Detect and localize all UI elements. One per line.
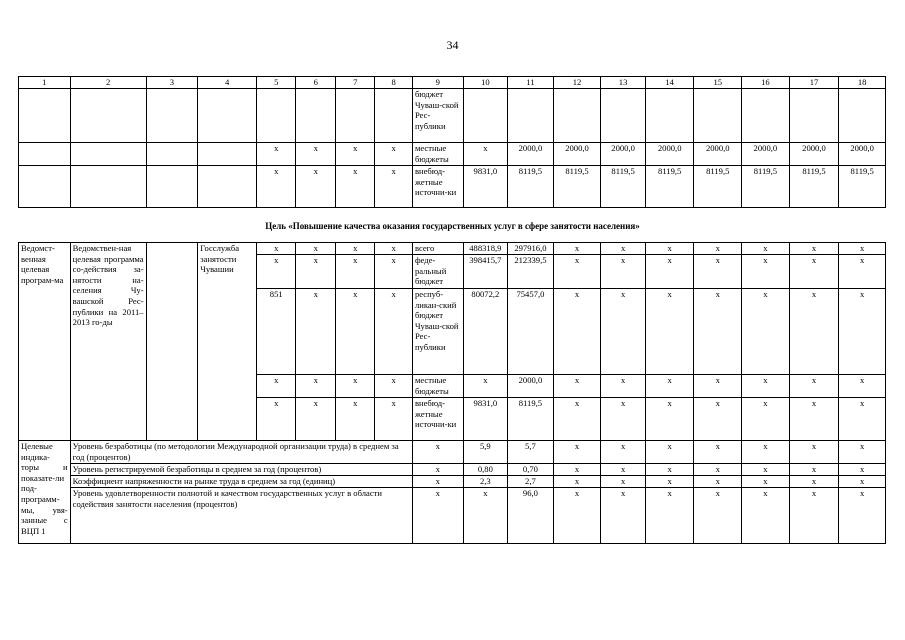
table-cell: х — [839, 375, 886, 398]
table-cell: х — [694, 243, 742, 255]
table-cell: х — [335, 166, 375, 208]
table-cell: х — [553, 398, 601, 441]
table-cell: х — [694, 375, 742, 398]
table-cell: 8119,5 — [694, 166, 742, 208]
table-cell: х — [463, 375, 508, 398]
table-cell: х — [742, 441, 790, 464]
table-cell: 8119,5 — [553, 166, 601, 208]
table-cell: х — [601, 476, 646, 488]
program-table — [18, 242, 886, 544]
table-cell: х — [742, 476, 790, 488]
table-cell: х — [694, 441, 742, 464]
table-cell: х — [375, 243, 412, 255]
table-cell: х — [742, 375, 790, 398]
table-cell: х — [256, 255, 296, 289]
table-cell: х — [375, 143, 412, 166]
table-cell — [508, 89, 554, 143]
table-cell — [146, 89, 198, 143]
table-cell: 8119,5 — [789, 166, 839, 208]
table-cell: х — [742, 289, 790, 375]
table-cell: х — [694, 476, 742, 488]
table-cell: х — [839, 441, 886, 464]
funding-source-cell: бюджет Чуваш-ской Рес-публики — [412, 89, 463, 143]
indicators-label-cell: Целевые индика-торы и показате-ли под-программ-мы, увя-занные с ВЦП 1 — [19, 441, 71, 544]
table-cell: х — [296, 375, 336, 398]
table-cell: х — [601, 488, 646, 544]
table-cell: х — [256, 375, 296, 398]
column-number-cell: 9 — [412, 77, 463, 89]
table-cell: х — [553, 243, 601, 255]
table-cell: х — [553, 476, 601, 488]
page-number: 34 — [446, 38, 459, 52]
table-cell — [70, 166, 146, 208]
program-name-cell: Ведомствен-ная целевая программа со-действия за-нятости на-селения Чу-вашской Рес-публики на 2011–2013 го-ды — [70, 243, 146, 441]
table-cell: х — [463, 143, 508, 166]
table-cell: х — [789, 441, 839, 464]
table-cell: х — [742, 243, 790, 255]
table-cell: 488318,9 — [463, 243, 508, 255]
table-cell: 2000,0 — [553, 143, 601, 166]
table-cell: х — [412, 476, 463, 488]
table-cell: х — [839, 289, 886, 375]
table-cell: х — [694, 488, 742, 544]
table-cell: х — [789, 464, 839, 476]
column-number-cell: 7 — [335, 77, 375, 89]
table-cell: х — [412, 441, 463, 464]
table-cell: х — [645, 441, 694, 464]
table-cell: х — [694, 289, 742, 375]
column-number-cell: 16 — [742, 77, 790, 89]
column-number-cell: 11 — [508, 77, 554, 89]
table-cell — [463, 89, 508, 143]
table-cell: х — [553, 375, 601, 398]
table-cell — [146, 143, 198, 166]
table-row — [19, 488, 886, 544]
table-cell: х — [742, 464, 790, 476]
table-cell — [70, 143, 146, 166]
funding-source-cell: феде-ральный бюджет — [412, 255, 463, 289]
table-cell — [296, 89, 336, 143]
table-cell: 9831,0 — [463, 398, 508, 441]
executor-cell: Госслужба занятости Чувашии — [198, 243, 257, 441]
table-cell: х — [694, 255, 742, 289]
table-cell — [19, 143, 71, 166]
table-cell: 2000,0 — [742, 143, 790, 166]
column-number-cell: 17 — [789, 77, 839, 89]
table-cell: 75457,0 — [508, 289, 554, 375]
table-cell — [146, 243, 198, 441]
table-cell — [645, 89, 694, 143]
column-number-cell: 4 — [198, 77, 257, 89]
table-cell: 2000,0 — [789, 143, 839, 166]
column-number-cell: 8 — [375, 77, 412, 89]
column-number-cell: 1 — [19, 77, 71, 89]
table-cell: 2,7 — [508, 476, 554, 488]
table-cell — [19, 166, 71, 208]
table-cell — [375, 89, 412, 143]
table-cell: х — [789, 476, 839, 488]
table-cell: х — [335, 398, 375, 441]
table-cell: х — [694, 464, 742, 476]
funding-source-cell: всего — [412, 243, 463, 255]
continuation-table — [18, 76, 886, 208]
table-cell: 2,3 — [463, 476, 508, 488]
table-cell: 2000,0 — [694, 143, 742, 166]
column-number-cell: 12 — [553, 77, 601, 89]
column-number-cell: 15 — [694, 77, 742, 89]
funding-source-cell: местные бюджеты — [412, 375, 463, 398]
table-cell: 80072,2 — [463, 289, 508, 375]
funding-source-cell: внебюд-жетные источни-ки — [412, 398, 463, 441]
table-cell: х — [742, 255, 790, 289]
table-cell — [70, 89, 146, 143]
table-cell — [694, 89, 742, 143]
table-cell: х — [463, 488, 508, 544]
goal-title: Цель «Повышение качества оказания государственных услуг в сфере занятости населения» — [265, 221, 640, 231]
column-number-cell: 2 — [70, 77, 146, 89]
table-cell: 5,9 — [463, 441, 508, 464]
table-cell: х — [789, 488, 839, 544]
table-cell: 8119,5 — [645, 166, 694, 208]
table-cell: х — [645, 375, 694, 398]
table-cell: х — [601, 243, 646, 255]
table-cell: х — [553, 255, 601, 289]
table-cell — [198, 89, 257, 143]
table-cell — [198, 143, 257, 166]
table-row — [19, 441, 886, 464]
table-cell: х — [645, 464, 694, 476]
program-type-cell: Ведомст-венная целевая програм-ма — [19, 243, 71, 441]
table-cell: х — [296, 243, 336, 255]
table-cell: х — [256, 143, 296, 166]
column-numbers-row — [19, 77, 886, 89]
column-number-cell: 13 — [601, 77, 646, 89]
table-cell: 212339,5 — [508, 255, 554, 289]
funding-source-cell: респуб-ликан-ский бюджет Чуваш-ской Рес-публики — [412, 289, 463, 375]
table-cell: х — [256, 398, 296, 441]
table-cell: х — [296, 255, 336, 289]
column-number-cell: 6 — [296, 77, 336, 89]
table-cell: х — [645, 255, 694, 289]
table-cell — [19, 89, 71, 143]
table-cell: х — [789, 289, 839, 375]
table-cell: х — [839, 476, 886, 488]
table-cell: х — [742, 488, 790, 544]
indicator-name-cell: Уровень регистрируемой безработицы в среднем за год (процентов) — [70, 464, 412, 476]
table-cell: 8119,5 — [601, 166, 646, 208]
table-cell: х — [553, 488, 601, 544]
table-cell: х — [742, 398, 790, 441]
table-cell: 2000,0 — [645, 143, 694, 166]
table-cell: х — [839, 488, 886, 544]
table-cell: х — [839, 255, 886, 289]
table-cell: х — [553, 289, 601, 375]
table-cell: х — [335, 255, 375, 289]
table-cell: х — [601, 398, 646, 441]
table-cell: х — [296, 398, 336, 441]
indicator-name-cell: Коэффициент напряженности на рынке труда в среднем за год (единиц) — [70, 476, 412, 488]
table-cell: х — [601, 464, 646, 476]
column-number-cell: 3 — [146, 77, 198, 89]
table-cell: 9831,0 — [463, 166, 508, 208]
table-cell: 8119,5 — [742, 166, 790, 208]
table-cell — [146, 166, 198, 208]
column-number-cell: 5 — [256, 77, 296, 89]
table-cell — [839, 89, 886, 143]
table-cell: х — [375, 166, 412, 208]
column-number-cell: 10 — [463, 77, 508, 89]
table-cell: х — [375, 289, 412, 375]
table-cell: х — [839, 398, 886, 441]
table-cell: х — [375, 255, 412, 289]
table-cell: 2000,0 — [839, 143, 886, 166]
table-cell: х — [601, 441, 646, 464]
table-cell: х — [335, 289, 375, 375]
table-cell — [335, 89, 375, 143]
table-cell: 8119,5 — [508, 166, 554, 208]
table-row — [19, 243, 886, 255]
table-cell: х — [553, 441, 601, 464]
table-cell: х — [645, 243, 694, 255]
table-row — [19, 143, 886, 166]
table-cell: 2000,0 — [601, 143, 646, 166]
table-cell: х — [256, 166, 296, 208]
table-cell: х — [694, 398, 742, 441]
table-cell: х — [645, 289, 694, 375]
table-cell: х — [412, 488, 463, 544]
table-cell: х — [789, 398, 839, 441]
table-cell: х — [335, 375, 375, 398]
table-row — [19, 89, 886, 143]
table-cell — [601, 89, 646, 143]
table-cell: 0,80 — [463, 464, 508, 476]
table-cell: х — [601, 289, 646, 375]
table-cell — [789, 89, 839, 143]
table-cell — [742, 89, 790, 143]
table-cell: х — [839, 243, 886, 255]
table-cell — [198, 166, 257, 208]
table-cell — [256, 89, 296, 143]
table-cell: х — [789, 375, 839, 398]
table-cell: 5,7 — [508, 441, 554, 464]
table-cell: 297916,0 — [508, 243, 554, 255]
table-cell: х — [553, 464, 601, 476]
table-cell: х — [789, 243, 839, 255]
table-cell: 96,0 — [508, 488, 554, 544]
table-cell: х — [789, 255, 839, 289]
table-row — [19, 476, 886, 488]
indicator-name-cell: Уровень удовлетворенности полнотой и качеством государственных услуг в области содействия занятости населения (процентов) — [70, 488, 412, 544]
table-cell: х — [839, 464, 886, 476]
table-row — [19, 464, 886, 476]
table-cell: 0,70 — [508, 464, 554, 476]
table-cell: х — [296, 289, 336, 375]
column-number-cell: 18 — [839, 77, 886, 89]
funding-source-cell: местные бюджеты — [412, 143, 463, 166]
table-cell: 2000,0 — [508, 143, 554, 166]
table-cell: х — [296, 143, 336, 166]
indicator-name-cell: Уровень безработицы (по методологии Международной организации труда) в среднем за год (процентов) — [70, 441, 412, 464]
table-cell: х — [645, 476, 694, 488]
table-cell: х — [375, 398, 412, 441]
table-cell: 851 — [256, 289, 296, 375]
column-number-cell: 14 — [645, 77, 694, 89]
table-cell: 398415,7 — [463, 255, 508, 289]
table-cell: х — [645, 398, 694, 441]
table-row — [19, 166, 886, 208]
table-cell: х — [335, 143, 375, 166]
table-cell: х — [335, 243, 375, 255]
table-cell: х — [375, 375, 412, 398]
funding-source-cell: внебюд-жетные источни-ки — [412, 166, 463, 208]
table-cell: х — [412, 464, 463, 476]
table-cell: х — [601, 255, 646, 289]
table-cell: 8119,5 — [839, 166, 886, 208]
table-cell: х — [601, 375, 646, 398]
table-cell — [553, 89, 601, 143]
table-cell: 8119,5 — [508, 398, 554, 441]
table-cell: х — [296, 166, 336, 208]
table-cell: 2000,0 — [508, 375, 554, 398]
table-cell: х — [645, 488, 694, 544]
table-cell: х — [256, 243, 296, 255]
